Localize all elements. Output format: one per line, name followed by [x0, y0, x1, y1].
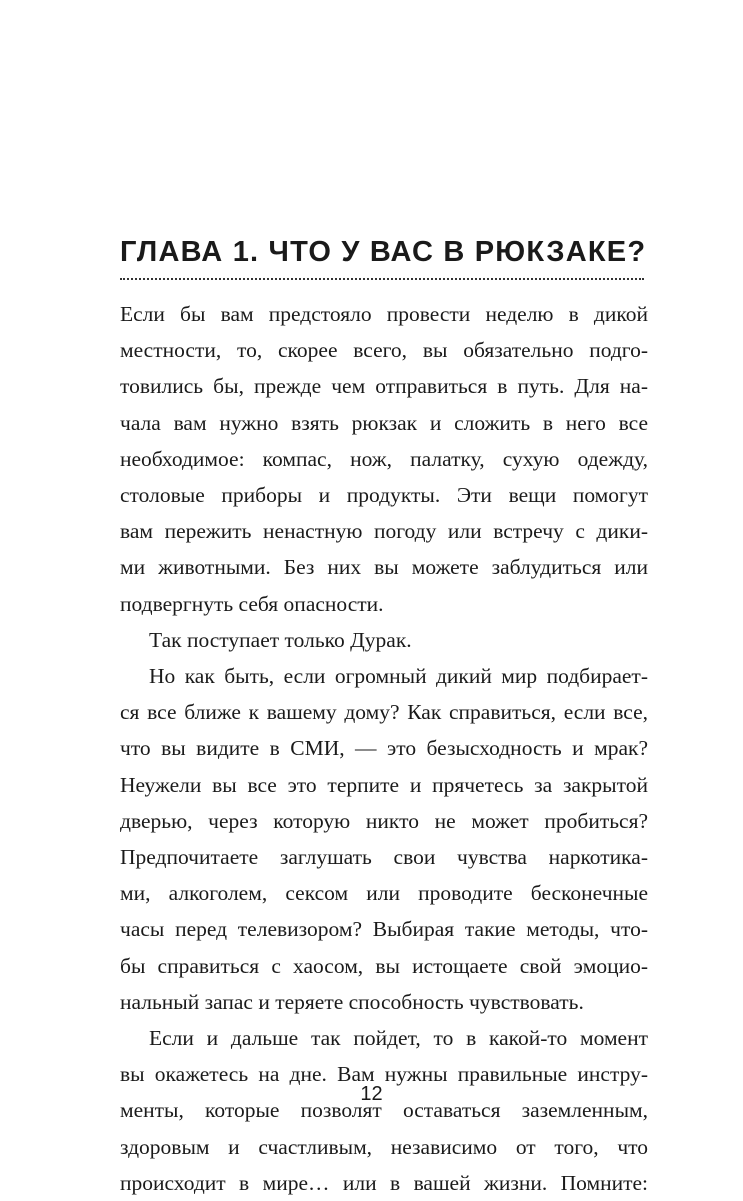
text-line: Но как быть, если огромный дикий мир подбирает-	[149, 664, 648, 689]
text-line: ся все ближе к вашему дому? Как справиться, если все,	[120, 700, 648, 725]
text-line: подвергнуть себя опасности.	[120, 591, 384, 616]
dotted-divider	[120, 278, 644, 280]
text-line: вы окажетесь на дне. Вам нужны правильные инстру-	[120, 1062, 648, 1087]
text-line: Если бы вам предстояло провести неделю в дикой	[120, 302, 648, 326]
text-line: Так поступает только Дурак.	[149, 627, 412, 652]
text-line: что вы видите в СМИ, — это безысходность и мрак?	[120, 736, 648, 761]
text-line: ми животными. Без них вы можете заблудиться или	[120, 555, 648, 580]
text-line: местности, то, скорее всего, вы обязательно подго-	[120, 338, 648, 363]
text-line: дверью, через которую никто не может пробиться?	[120, 808, 648, 833]
text-line: здоровым и счастливым, независимо от того, что	[120, 1134, 648, 1159]
text-line: часы перед телевизором? Выбирая такие методы, что-	[120, 917, 648, 942]
paragraph	[120, 622, 648, 658]
paragraph	[120, 296, 648, 622]
text-line: бы справиться с хаосом, вы истощаете свой эмоцио-	[120, 953, 648, 978]
text-line: происходит в мире… или в вашей жизни. Помните:	[120, 1170, 648, 1195]
text-line: товились бы, прежде чем отправиться в путь. Для на-	[120, 374, 648, 399]
chapter-title: ГЛАВА 1. ЧТО У ВАС В РЮКЗАКЕ?	[120, 236, 647, 268]
paragraph	[120, 658, 648, 1020]
paragraph	[120, 1020, 648, 1201]
text-line: столовые приборы и продукты. Эти вещи помогут	[120, 483, 648, 508]
text-line: ми, алкоголем, сексом или проводите бесконечные	[120, 881, 648, 906]
text-line: менты, которые позволят оставаться заземленным,	[120, 1098, 648, 1123]
text-line: чала вам нужно взять рюкзак и сложить в него все	[120, 410, 648, 435]
text-line: нальный запас и теряете способность чувствовать.	[120, 989, 584, 1014]
page-number: 12	[360, 1083, 383, 1105]
text-line: Неужели вы все это терпите и прячетесь за закрытой	[120, 772, 648, 797]
text-line: необходимое: компас, нож, палатку, сухую одежду,	[120, 446, 648, 471]
body-text	[120, 296, 648, 1201]
text-line: вам пережить ненастную погоду или встречу с дики-	[120, 519, 648, 544]
text-line: Если и дальше так пойдет, то в какой-то момент	[149, 1026, 648, 1051]
text-line: Предпочитаете заглушать свои чувства наркотика-	[120, 845, 648, 870]
